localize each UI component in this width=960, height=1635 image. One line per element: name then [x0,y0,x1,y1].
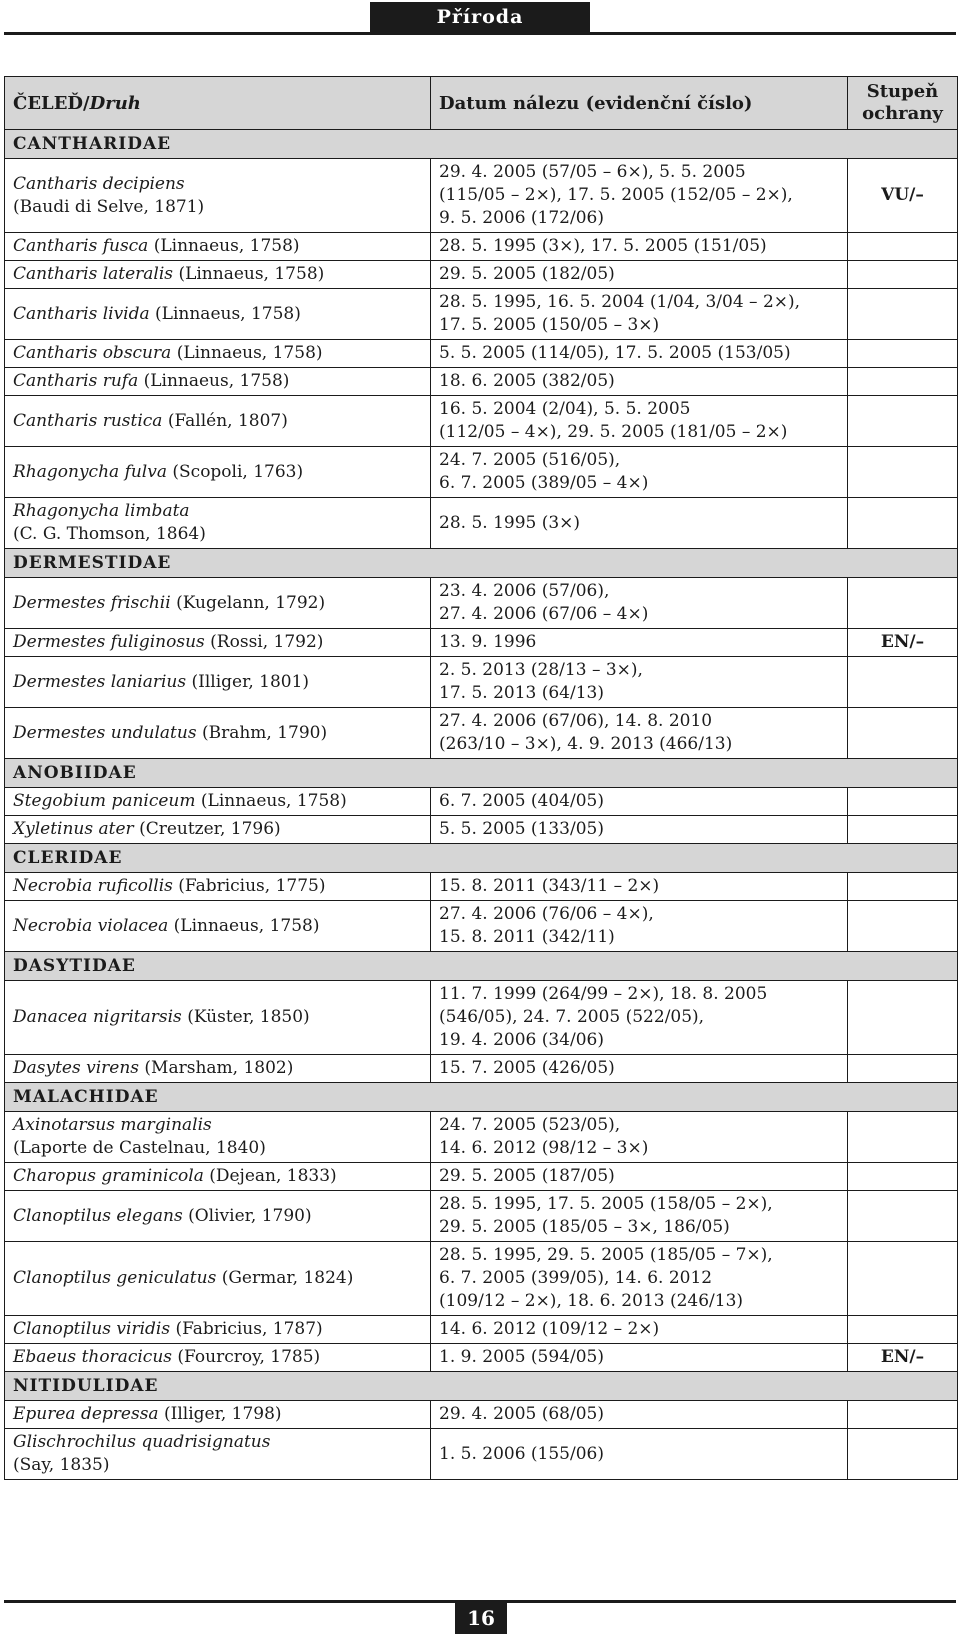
date-line: 27. 4. 2006 (76/06 – 4×), [439,904,654,924]
status-cell [848,447,958,498]
date-cell [431,981,848,1055]
date-cell [431,1163,848,1191]
species-cell [5,708,431,759]
species-table [4,76,958,1480]
status-cell [848,1316,958,1344]
date-cell [431,578,848,629]
date-cell [431,708,848,759]
date-line: 28. 5. 1995, 16. 5. 2004 (1/04, 3/04 – 2×), [439,292,801,312]
species-author: (Linnaeus, 1758) [200,791,347,811]
species-row [5,498,958,549]
species-cell [5,1191,431,1242]
species-name: Dermestes frischii [13,592,171,613]
date-line: 6. 7. 2005 (404/05) [439,791,604,811]
table-header-row [5,77,958,130]
species-author: (Linnaeus, 1758) [173,915,320,936]
family-row [5,759,958,788]
species-name: Xyletinus ater [13,819,134,839]
species-name: Clanoptilus elegans [13,1205,183,1226]
date-cell [431,340,848,368]
species-name: Rhagonycha limbata [13,501,190,521]
species-row [5,578,958,629]
species-name: Rhagonycha fulva [13,461,167,482]
date-line: 15. 7. 2005 (426/05) [439,1058,615,1078]
species-author: (C. G. Thomson, 1864) [13,524,206,544]
date-line: 16. 5. 2004 (2/04), 5. 5. 2005 [439,399,691,419]
family-row [5,1372,958,1401]
status-cell [848,261,958,289]
species-author: (Fallén, 1807) [167,410,288,431]
date-cell [431,233,848,261]
species-row [5,261,958,289]
species-cell [5,289,431,340]
species-cell [5,629,431,657]
date-line: 2. 5. 2013 (28/13 – 3×), [439,660,643,680]
date-line: 17. 5. 2013 (64/13) [439,683,604,703]
status-cell [848,1112,958,1163]
species-name: Clanoptilus viridis [13,1319,171,1339]
date-cell [431,159,848,233]
species-row [5,981,958,1055]
status-cell [848,233,958,261]
date-cell [431,1429,848,1480]
species-cell [5,1242,431,1316]
species-author: (Brahm, 1790) [201,722,328,743]
species-author: (Linnaeus, 1758) [153,236,300,256]
family-name: NITIDULIDAE [5,1372,958,1401]
species-cell [5,1429,431,1480]
date-line: 23. 4. 2006 (57/06), [439,581,610,601]
date-line: 1. 5. 2006 (155/06) [439,1443,604,1464]
status-cell [848,788,958,816]
header-rule [4,32,956,35]
species-row [5,1242,958,1316]
species-author: (Laporte de Castelnau, 1840) [13,1138,266,1158]
species-name: Charopus graminicola [13,1166,204,1186]
species-cell [5,1401,431,1429]
species-author: (Illiger, 1801) [191,671,310,692]
column-header-family-species: ČELEĎ/Druh [5,77,431,130]
species-row [5,159,958,233]
date-line: 1. 9. 2005 (594/05) [439,1347,604,1367]
species-row [5,289,958,340]
species-name: Cantharis fusca [13,236,149,256]
date-line: 29. 4. 2005 (57/05 – 6×), 5. 5. 2005 [439,162,746,182]
family-row [5,1083,958,1112]
species-author: (Creutzer, 1796) [139,819,281,839]
species-author: (Linnaeus, 1758) [178,264,325,284]
date-line: 13. 9. 1996 [439,632,537,652]
species-author: (Linnaeus, 1758) [176,343,323,363]
species-author: (Rossi, 1792) [210,632,324,652]
species-name: Necrobia violacea [13,915,169,936]
family-name: MALACHIDAE [5,1083,958,1112]
date-line: (112/05 – 4×), 29. 5. 2005 (181/05 – 2×) [439,422,788,442]
date-cell [431,1316,848,1344]
species-name: Dermestes fuliginosus [13,632,205,652]
species-cell [5,816,431,844]
species-cell [5,578,431,629]
species-author: (Olivier, 1790) [188,1205,312,1226]
species-name: Ebaeus thoracicus [13,1347,172,1367]
status-cell [848,396,958,447]
species-name: Cantharis decipiens [13,173,185,194]
status-cell [848,1055,958,1083]
date-line: 27. 4. 2006 (67/06), 14. 8. 2010 [439,711,713,731]
family-name: DASYTIDAE [5,952,958,981]
date-line: 5. 5. 2005 (114/05), 17. 5. 2005 (153/05) [439,343,791,363]
species-name: Cantharis rustica [13,410,163,431]
date-line: 29. 5. 2005 (182/05) [439,264,615,284]
species-name: Stegobium paniceum [13,791,196,811]
date-line: (115/05 – 2×), 17. 5. 2005 (152/05 – 2×), [439,185,793,205]
species-cell [5,498,431,549]
species-name: Axinotarsus marginalis [13,1115,212,1135]
species-author: (Say, 1835) [13,1455,110,1475]
date-cell [431,1344,848,1372]
date-cell [431,368,848,396]
species-author: (Scopoli, 1763) [172,461,304,482]
status-cell [848,368,958,396]
species-cell [5,1112,431,1163]
date-cell [431,498,848,549]
date-cell [431,1401,848,1429]
date-line: 6. 7. 2005 (399/05), 14. 6. 2012 [439,1268,713,1288]
species-row [5,396,958,447]
species-name: Danacea nigritarsis [13,1007,182,1027]
species-author: (Germar, 1824) [221,1268,354,1288]
status-cell [848,1242,958,1316]
date-line: 28. 5. 1995, 29. 5. 2005 (185/05 – 7×), [439,1245,773,1265]
status-cell: EN/– [848,1344,958,1372]
date-cell [431,629,848,657]
species-cell [5,1055,431,1083]
date-line: 28. 5. 1995, 17. 5. 2005 (158/05 – 2×), [439,1194,773,1214]
species-name: Cantharis lateralis [13,264,174,284]
status-cell [848,1429,958,1480]
date-line: 17. 5. 2005 (150/05 – 3×) [439,315,660,335]
date-cell [431,261,848,289]
species-name: Dermestes laniarius [13,671,187,692]
date-line: 14. 6. 2012 (109/12 – 2×) [439,1319,660,1339]
species-row [5,1191,958,1242]
family-row [5,952,958,981]
date-line: (109/12 – 2×), 18. 6. 2013 (246/13) [439,1291,744,1311]
table-body [5,130,958,1480]
date-cell [431,289,848,340]
species-author: (Fabricius, 1775) [178,876,326,896]
section-header-tab [370,2,590,32]
date-cell [431,396,848,447]
date-cell [431,1055,848,1083]
species-author: (Marsham, 1802) [144,1058,294,1078]
species-row [5,1401,958,1429]
species-author: (Linnaeus, 1758) [143,371,290,391]
species-name: Necrobia ruficollis [13,876,173,896]
date-cell [431,816,848,844]
species-name: Dasytes virens [13,1058,140,1078]
status-cell: EN/– [848,629,958,657]
date-line: 11. 7. 1999 (264/99 – 2×), 18. 8. 2005 [439,984,768,1004]
date-cell [431,788,848,816]
species-row [5,901,958,952]
species-cell [5,1316,431,1344]
species-cell [5,261,431,289]
species-cell [5,981,431,1055]
date-line: 19. 4. 2006 (34/06) [439,1030,604,1050]
status-cell [848,289,958,340]
column-header-date: Datum nálezu (evidenční číslo) [431,77,848,130]
species-author: (Baudi di Selve, 1871) [13,196,205,217]
date-line: 29. 4. 2005 (68/05) [439,1404,604,1424]
species-row [5,708,958,759]
date-line: 15. 8. 2011 (343/11 – 2×) [439,876,660,896]
status-cell [848,901,958,952]
species-cell [5,340,431,368]
species-cell [5,657,431,708]
family-name: CANTHARIDAE [5,130,958,159]
status-cell [848,873,958,901]
status-cell: VU/– [848,159,958,233]
species-cell [5,901,431,952]
species-cell [5,873,431,901]
species-name: Cantharis obscura [13,343,172,363]
section-title: Příroda [436,6,524,28]
family-name: CLERIDAE [5,844,958,873]
date-line: 18. 6. 2005 (382/05) [439,371,615,391]
status-cell [848,578,958,629]
species-row [5,816,958,844]
family-row [5,549,958,578]
status-cell [848,1191,958,1242]
species-row [5,1112,958,1163]
status-cell [848,657,958,708]
date-line: 24. 7. 2005 (523/05), [439,1115,621,1135]
species-row [5,233,958,261]
species-name: Cantharis livida [13,303,150,324]
species-row [5,340,958,368]
date-cell [431,447,848,498]
species-cell [5,233,431,261]
species-row [5,1055,958,1083]
status-cell [848,1401,958,1429]
species-row [5,657,958,708]
date-line: 24. 7. 2005 (516/05), [439,450,621,470]
species-row [5,447,958,498]
column-header-status: Stupeň ochrany [848,77,958,130]
date-line: 27. 4. 2006 (67/06 – 4×) [439,604,649,624]
species-author: (Fourcroy, 1785) [177,1347,321,1367]
species-row [5,873,958,901]
date-line: 5. 5. 2005 (133/05) [439,819,604,839]
status-cell [848,1163,958,1191]
species-cell [5,1344,431,1372]
date-line: 28. 5. 1995 (3×), 17. 5. 2005 (151/05) [439,236,767,256]
status-cell [848,340,958,368]
species-author: (Linnaeus, 1758) [155,303,301,324]
species-cell [5,368,431,396]
date-cell [431,1191,848,1242]
status-cell [848,708,958,759]
species-author: (Küster, 1850) [187,1007,310,1027]
species-row [5,1344,958,1372]
date-line: 9. 5. 2006 (172/06) [439,208,604,228]
status-cell [848,981,958,1055]
family-name: ANOBIIDAE [5,759,958,788]
species-cell [5,447,431,498]
species-row [5,1316,958,1344]
species-name: Dermestes undulatus [13,722,197,743]
date-cell [431,901,848,952]
species-cell [5,396,431,447]
date-line: 14. 6. 2012 (98/12 – 3×) [439,1138,649,1158]
species-author: (Fabricius, 1787) [175,1319,323,1339]
date-line: (546/05), 24. 7. 2005 (522/05), [439,1007,705,1027]
date-line: 6. 7. 2005 (389/05 – 4×) [439,473,649,493]
date-line: (263/10 – 3×), 4. 9. 2013 (466/13) [439,734,733,754]
species-row [5,788,958,816]
species-cell [5,159,431,233]
date-cell [431,1242,848,1316]
page-number-box [455,1602,507,1634]
date-line: 15. 8. 2011 (342/11) [439,927,615,947]
species-row [5,1429,958,1480]
date-line: 29. 5. 2005 (185/05 – 3×, 186/05) [439,1217,730,1237]
family-name: DERMESTIDAE [5,549,958,578]
date-cell [431,657,848,708]
family-row [5,130,958,159]
species-author: (Kugelann, 1792) [176,592,326,613]
date-cell [431,1112,848,1163]
species-name: Cantharis rufa [13,371,139,391]
page-number: 16 [467,1606,495,1630]
species-author: (Illiger, 1798) [163,1404,282,1424]
species-row [5,368,958,396]
species-row [5,629,958,657]
species-cell [5,788,431,816]
date-line: 29. 5. 2005 (187/05) [439,1166,615,1186]
status-cell [848,498,958,549]
species-cell [5,1163,431,1191]
species-name: Epurea depressa [13,1404,159,1424]
date-cell [431,873,848,901]
species-name: Glischrochilus quadrisignatus [13,1432,271,1452]
species-author: (Dejean, 1833) [209,1166,337,1186]
date-line: 28. 5. 1995 (3×) [439,512,581,533]
status-cell [848,816,958,844]
species-name: Clanoptilus geniculatus [13,1268,217,1288]
species-row [5,1163,958,1191]
family-row [5,844,958,873]
